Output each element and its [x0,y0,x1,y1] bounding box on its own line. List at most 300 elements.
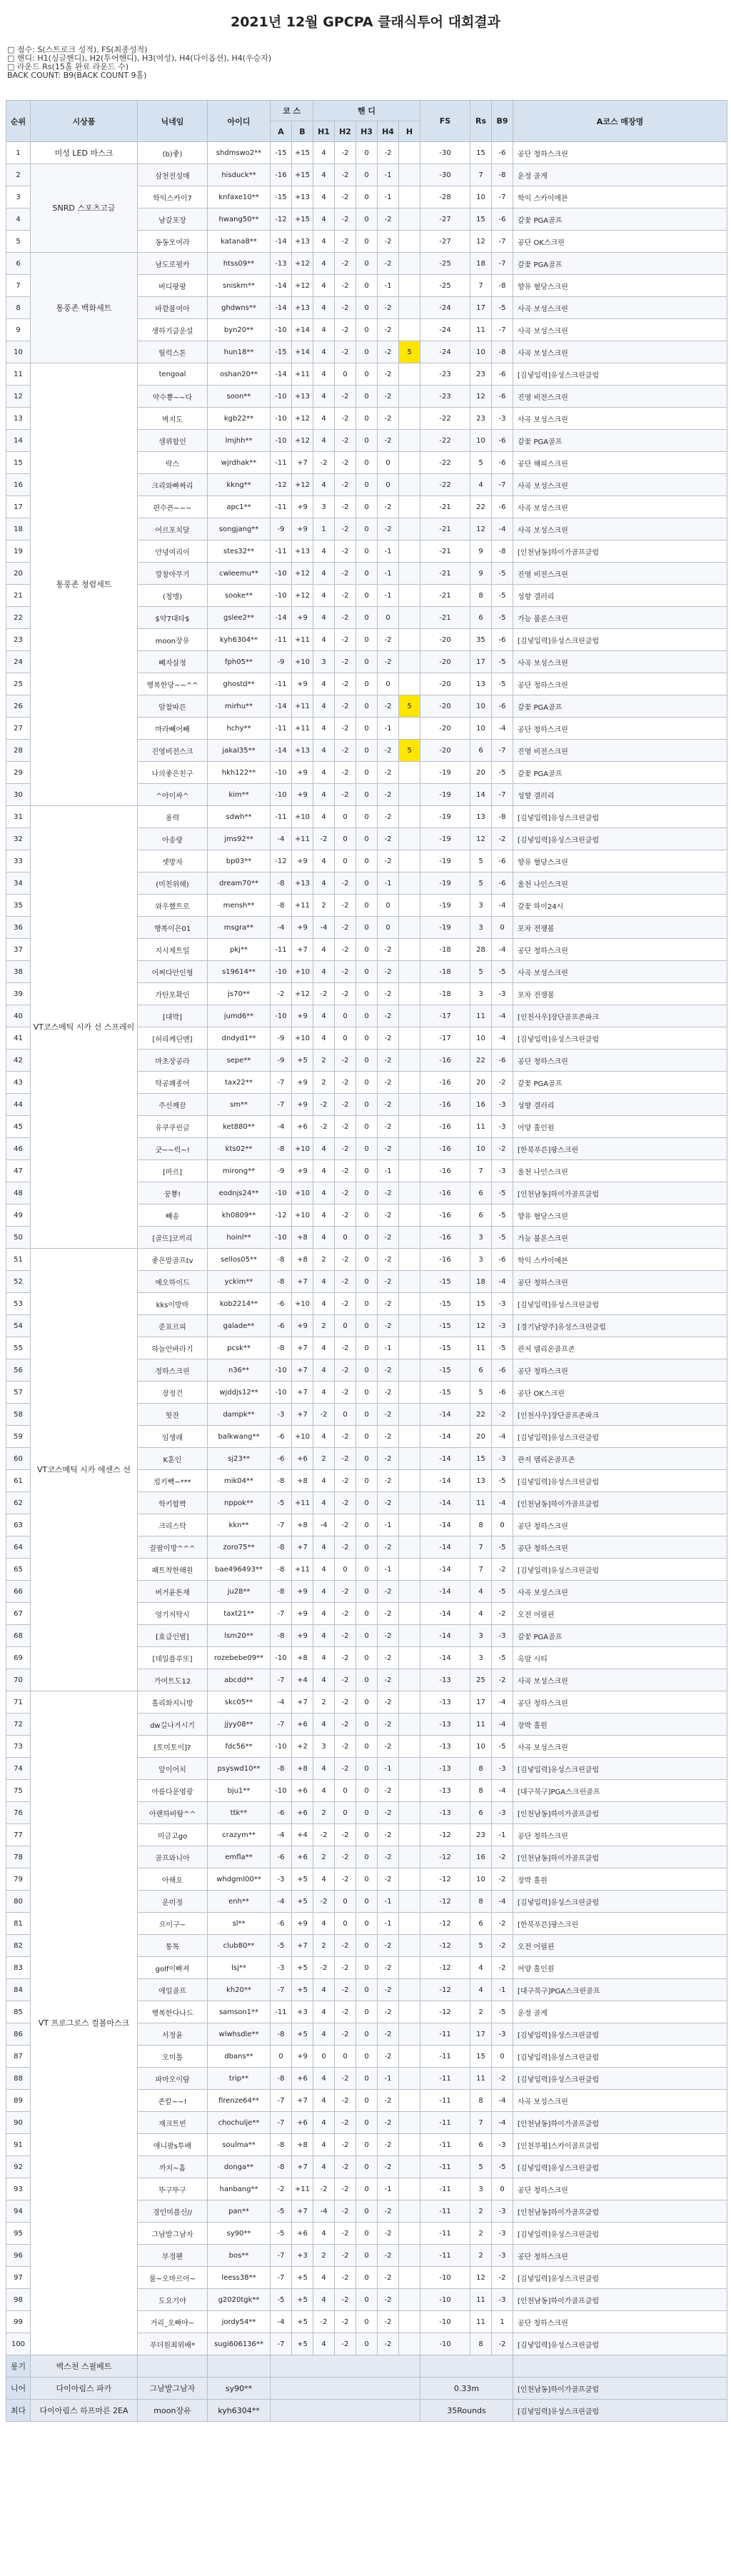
award-id: kyh6304** [208,2400,271,2422]
cell-h2: -2 [335,518,356,540]
cell-a: -10 [271,319,292,341]
cell-fs: -15 [420,1382,470,1404]
cell-loc: 사곡 보성스크린 [513,341,727,363]
cell-pid: trip** [208,2068,271,2090]
cell-rank: 72 [6,1714,31,1736]
cell-rank: 53 [6,1293,31,1315]
cell-h [399,563,420,585]
cell-b: +9 [292,1005,313,1027]
cell-h4: -1 [378,540,399,563]
cell-h1: 4 [313,1382,335,1404]
cell-a: -8 [271,1249,292,1271]
cell-h1: 4 [313,430,335,452]
cell-fs: -20 [420,740,470,762]
cell-h2: 0 [335,1227,356,1249]
cell-rs: 10 [470,341,492,363]
cell-rs: 13 [470,806,492,828]
cell-b9: -8 [492,806,513,828]
cell-pid: kh20** [208,1979,271,2001]
cell-h4: -2 [378,961,399,983]
cell-rank: 26 [6,695,31,718]
cell-rank: 15 [6,452,31,474]
cell-b: +11 [292,718,313,740]
cell-b9: -8 [492,540,513,563]
cell-h1: 4 [313,1160,335,1182]
cell-h1: 4 [313,585,335,607]
awards-footer [6,2355,727,2422]
cell-b9: -2 [492,1138,513,1160]
cell-h1: 2 [313,1249,335,1271]
cell-b: +7 [292,1382,313,1404]
cell-nick: 학키합짝 [138,1492,208,1514]
cell-h4: -2 [378,1227,399,1249]
cell-h3: 0 [356,2090,378,2112]
cell-h1: 4 [313,1271,335,1293]
cell-h4: -2 [378,983,399,1005]
cell-h [399,142,420,164]
cell-b9: -4 [492,1271,513,1293]
cell-nick: (b)좋) [138,142,208,164]
cell-nick: [골뜨]코끼리 [138,1227,208,1249]
cell-a: -4 [271,1824,292,1846]
cell-nick: 정하스크린 [138,1359,208,1382]
cell-h3: 0 [356,1536,378,1559]
cell-nick: 끌팔이방^^^ [138,1536,208,1559]
cell-h1: 4 [313,1758,335,1780]
cell-loc: [경기남양주]유성스크린클럽 [513,1315,727,1337]
cell-h2: -2 [335,1868,356,1891]
cell-h1: 4 [313,1603,335,1625]
cell-h [399,319,420,341]
cell-rank: 4 [6,208,31,231]
cell-a: -5 [271,1492,292,1514]
cell-h1: 3 [313,1736,335,1758]
cell-h2: -2 [335,408,356,430]
cell-rank: 25 [6,673,31,695]
cell-loc: 운정 골게 [513,2001,727,2023]
cell-h1: 4 [313,1536,335,1559]
cell-h4: -2 [378,2156,399,2178]
cell-b9: -2 [492,1935,513,1957]
cell-h3: 0 [356,142,378,164]
cell-b9: -4 [492,1714,513,1736]
cell-rank: 89 [6,2090,31,2112]
cell-h4: -2 [378,850,399,872]
cell-b9: -6 [492,1382,513,1404]
cell-h [399,651,420,673]
cell-loc: 오전 어필핀 [513,1603,727,1625]
cell-rank: 99 [6,2311,31,2333]
cell-b9: -3 [492,2134,513,2156]
cell-h1: 4 [313,1868,335,1891]
cell-b: +4 [292,1824,313,1846]
cell-nick: 미금고go [138,1824,208,1846]
cell-b9: -3 [492,1315,513,1337]
cell-h2: -2 [335,2134,356,2156]
cell-h4: -2 [378,297,399,319]
cell-loc: 어양 홀인원 [513,1957,727,1979]
cell-rs: 8 [470,585,492,607]
cell-h4: -2 [378,1691,399,1714]
cell-h3: 0 [356,386,378,408]
note-line: BACK COUNT: B9(BACK COUNT 9홀) [7,71,147,80]
cell-rank: 38 [6,961,31,983]
cell-b: +9 [292,1625,313,1647]
cell-h3: 0 [356,1559,378,1581]
cell-h [399,806,420,828]
cell-h [399,1625,420,1647]
cell-fs: -28 [420,186,470,208]
cell-h1: 2 [313,1050,335,1072]
cell-nick: 아름다운영광 [138,1780,208,1802]
cell-h2: -2 [335,474,356,496]
cell-loc: 성향 갤러리 [513,1094,727,1116]
cell-pid: hoinl** [208,1227,271,1249]
cell-loc: [김넣입력]유성스크린클럽 [513,1027,727,1050]
cell-a: -8 [271,1536,292,1559]
cell-b: +9 [292,496,313,518]
cell-b9: -5 [492,607,513,629]
cell-h2: -2 [335,673,356,695]
cell-rank: 78 [6,1846,31,1868]
cell-loc: 공단 청하스크린 [513,718,727,740]
cell-h [399,1514,420,1536]
cell-fs: -14 [420,1536,470,1559]
cell-h2: -2 [335,784,356,806]
cell-loc: 가능 불론스크린 [513,1227,727,1249]
cell-h4: -2 [378,2090,399,2112]
cell-nick: (청맹) [138,585,208,607]
cell-a: -12 [271,474,292,496]
cell-loc: 포차 전쟁볼 [513,983,727,1005]
cell-a: -7 [271,1603,292,1625]
cell-b: +9 [292,673,313,695]
cell-pid: dream70** [208,872,271,895]
cell-rank: 80 [6,1891,31,1913]
cell-pid: g2020tgk** [208,2289,271,2311]
cell-h4: -1 [378,1891,399,1913]
cell-rank: 100 [6,2333,31,2355]
cell-nick: 빼자살정 [138,651,208,673]
cell-h3: 0 [356,1426,378,1448]
cell-h3: 0 [356,1315,378,1337]
cell-h [399,2200,420,2223]
cell-fs: -20 [420,673,470,695]
cell-a: -10 [271,563,292,585]
cell-h4: -2 [378,651,399,673]
cell-rank: 96 [6,2245,31,2267]
cell-b9: -5 [492,1581,513,1603]
cell-fs: -24 [420,319,470,341]
header-a: A [271,121,292,142]
cell-h [399,1448,420,1470]
cell-a: -8 [271,2023,292,2046]
cell-rs: 7 [470,1160,492,1182]
cell-a: -7 [271,1514,292,1536]
cell-h [399,496,420,518]
header-handi: 핸 디 [313,101,420,121]
cell-pid: crazym** [208,1824,271,1846]
cell-a: 0 [271,2046,292,2068]
cell-rs: 5 [470,1935,492,1957]
cell-a: -5 [271,2223,292,2245]
cell-b9: -4 [492,1691,513,1714]
cell-nick: 아해요 [138,1868,208,1891]
cell-pid: shdmswo2** [208,142,271,164]
cell-h2: 0 [335,850,356,872]
cell-h4: -2 [378,1249,399,1271]
cell-fs: -14 [420,1647,470,1669]
cell-h3: 0 [356,474,378,496]
cell-h1: 4 [313,806,335,828]
cell-loc: 사곡 보성스크린 [513,297,727,319]
cell-h3: 0 [356,1868,378,1891]
cell-h3: 0 [356,1204,378,1227]
sponsor-cell: SNRD 스포츠고글 [31,164,138,253]
cell-loc: 공단 청하스크린 [513,1359,727,1382]
cell-b: +9 [292,784,313,806]
cell-h3: 0 [356,983,378,1005]
cell-h2: -2 [335,297,356,319]
cell-h2: -2 [335,496,356,518]
cell-fs: -16 [420,1050,470,1072]
cell-h4: -1 [378,275,399,297]
cell-rank: 14 [6,430,31,452]
table-row [6,1249,727,1271]
cell-fs: -22 [420,408,470,430]
cell-h3: 0 [356,363,378,386]
cell-h1: 4 [313,740,335,762]
cell-rs: 22 [470,1050,492,1072]
cell-pid: hchy** [208,718,271,740]
cell-rs: 11 [470,319,492,341]
cell-b: +9 [292,607,313,629]
cell-nick: 삼천전성매 [138,164,208,186]
cell-h2: -2 [335,1160,356,1182]
cell-h3: 0 [356,1094,378,1116]
cell-h3: 0 [356,231,378,253]
cell-h1: 4 [313,386,335,408]
cell-a: -6 [271,1315,292,1337]
cell-fs: -21 [420,496,470,518]
cell-rank: 63 [6,1514,31,1536]
cell-pid: hwang50** [208,208,271,231]
cell-b9: -2 [492,1559,513,1581]
cell-fs: -20 [420,651,470,673]
cell-h4: -2 [378,2200,399,2223]
cell-pid: jordy54** [208,2311,271,2333]
cell-fs: -13 [420,1802,470,1824]
cell-h [399,872,420,895]
cell-b9: -7 [492,319,513,341]
cell-rs: 5 [470,1382,492,1404]
cell-b: +10 [292,961,313,983]
header-location: A코스 매장명 [513,101,727,142]
cell-b9: -2 [492,1846,513,1868]
cell-loc: 공단 청하스크린 [513,142,727,164]
cell-rank: 30 [6,784,31,806]
cell-b9: -5 [492,2156,513,2178]
cell-nick: 샘위할인 [138,430,208,452]
cell-loc: [김넣입력]유성스크린클럽 [513,806,727,828]
cell-h [399,1271,420,1293]
cell-loc: [김넣입력]유성스크린클럽 [513,1891,727,1913]
cell-b9: -5 [492,563,513,585]
cell-fs: -19 [420,784,470,806]
cell-nick: K훈인 [138,1448,208,1470]
cell-h1: -2 [313,1116,335,1138]
cell-h4: -1 [378,186,399,208]
cell-fs: -23 [420,363,470,386]
cell-h3: 0 [356,1249,378,1271]
cell-rank: 59 [6,1426,31,1448]
cell-h2: -2 [335,1603,356,1625]
cell-a: -3 [271,1404,292,1426]
cell-h4: -2 [378,1404,399,1426]
cell-h1: -2 [313,1957,335,1979]
cell-h3: 0 [356,2245,378,2267]
cell-rs: 13 [470,673,492,695]
cell-h1: 4 [313,319,335,341]
cell-fs: -15 [420,1293,470,1315]
cell-a: -4 [271,917,292,939]
cell-pid: mirhu** [208,695,271,718]
cell-b9: 0 [492,1514,513,1536]
cell-nick: 도요기야 [138,2289,208,2311]
cell-rs: 28 [470,939,492,961]
cell-h1: 2 [313,1802,335,1824]
cell-h4: -2 [378,1868,399,1891]
cell-h [399,762,420,784]
cell-rs: 9 [470,563,492,585]
cell-h2: -2 [335,231,356,253]
cell-rank: 66 [6,1581,31,1603]
cell-b: +10 [292,651,313,673]
cell-rank: 71 [6,1691,31,1714]
cell-h4: -2 [378,363,399,386]
cell-pid: s19614** [208,961,271,983]
cell-rank: 42 [6,1050,31,1072]
cell-pid: fph05** [208,651,271,673]
cell-b: +10 [292,1426,313,1448]
cell-b9: -5 [492,297,513,319]
cell-h4: -1 [378,872,399,895]
cell-b: +9 [292,518,313,540]
cell-rank: 37 [6,939,31,961]
cell-h2: 0 [335,828,356,850]
cell-nick: 애일골프 [138,1979,208,2001]
cell-rank: 91 [6,2134,31,2156]
cell-rank: 44 [6,1094,31,1116]
cell-pid: taxt21** [208,1603,271,1625]
cell-a: -9 [271,1027,292,1050]
cell-h2: -2 [335,740,356,762]
cell-loc: [한북푸른]팡스크린 [513,1138,727,1160]
cell-h2: -2 [335,1470,356,1492]
award-value: 35Rounds [420,2400,513,2422]
cell-h2: -2 [335,1448,356,1470]
cell-h2: -2 [335,1050,356,1072]
cell-pid: msgra** [208,917,271,939]
cell-rank: 10 [6,341,31,363]
cell-h [399,1536,420,1559]
cell-b: +5 [292,1891,313,1913]
cell-loc: 사곡 보성스크린 [513,2090,727,2112]
cell-h1: 4 [313,695,335,718]
cell-h1: 4 [313,1647,335,1669]
cell-fs: -16 [420,1116,470,1138]
cell-h [399,1891,420,1913]
cell-h3: 0 [356,2200,378,2223]
cell-h3: 0 [356,2289,378,2311]
header-nick: 닉네임 [138,101,208,142]
cell-rs: 22 [470,1404,492,1426]
cell-rs: 5 [470,452,492,474]
cell-fs: -12 [420,1846,470,1868]
cell-b: +13 [292,297,313,319]
cell-b9: -2 [492,1913,513,1935]
cell-b: +12 [292,585,313,607]
cell-loc: 공단 OK스크린 [513,1382,727,1404]
cell-h2: 0 [335,1559,356,1581]
cell-nick: 앞이어치 [138,1758,208,1780]
cell-rank: 55 [6,1337,31,1359]
cell-h [399,629,420,651]
cell-b9: -6 [492,1050,513,1072]
cell-h2: -2 [335,1426,356,1448]
cell-fs: -13 [420,1714,470,1736]
cell-h2: -2 [335,607,356,629]
cell-h3: 0 [356,1182,378,1204]
cell-h2: -2 [335,2311,356,2333]
cell-pid: hanbang** [208,2178,271,2200]
cell-h2: -2 [335,1736,356,1758]
cell-pid: wlwhsdle** [208,2023,271,2046]
cell-h4: -2 [378,1005,399,1027]
cell-rank: 86 [6,2023,31,2046]
cell-rs: 10 [470,718,492,740]
cell-h [399,1293,420,1315]
cell-pid: eodnjs24** [208,1182,271,1204]
cell-pid: tax22** [208,1072,271,1094]
cell-pid: skc05** [208,1691,271,1714]
cell-fs: -30 [420,164,470,186]
cell-h [399,2311,420,2333]
cell-nick: 운미정 [138,1891,208,1913]
cell-b: +12 [292,408,313,430]
cell-rank: 13 [6,408,31,430]
cell-h [399,2178,420,2200]
cell-h1: 4 [313,1005,335,1027]
cell-h4: -2 [378,1846,399,1868]
sponsor-cell: 통풍존 청렴세트 [31,363,138,806]
cell-a: -10 [271,762,292,784]
cell-rs: 3 [470,2178,492,2200]
cell-h4: -1 [378,2068,399,2090]
cell-h [399,1802,420,1824]
cell-b: +5 [292,2023,313,2046]
cell-h3: 0 [356,1337,378,1359]
cell-h [399,1691,420,1714]
cell-h3: 0 [356,1913,378,1935]
cell-rs: 8 [470,1514,492,1536]
cell-h [399,2134,420,2156]
cell-fs: -14 [420,1492,470,1514]
cell-nick: [대박] [138,1005,208,1027]
cell-b9: -5 [492,961,513,983]
cell-rs: 4 [470,1957,492,1979]
cell-fs: -10 [420,2311,470,2333]
